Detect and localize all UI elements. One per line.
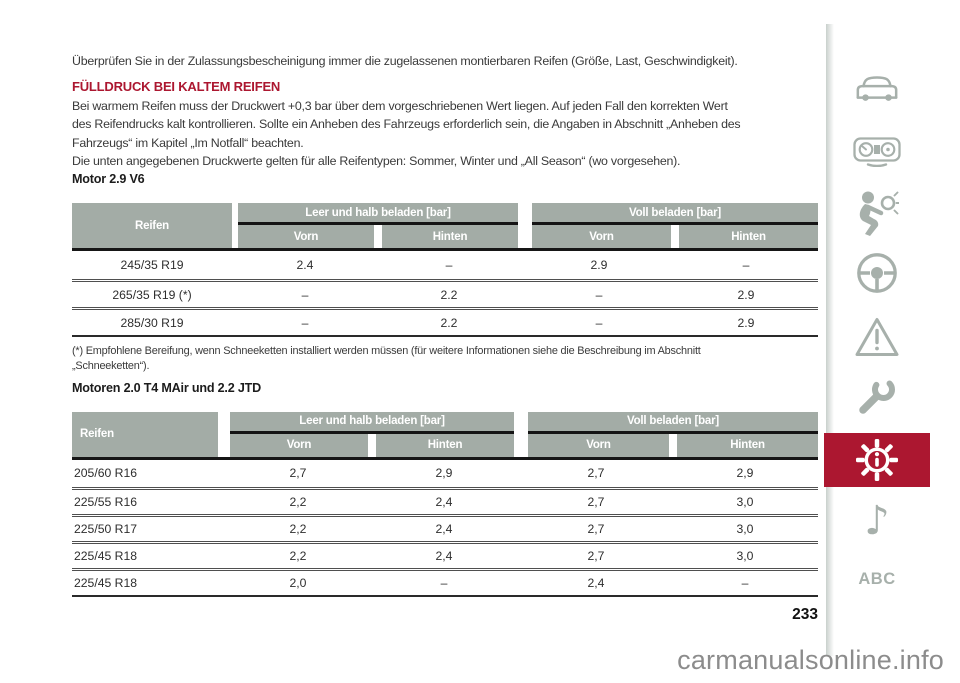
table-header — [72, 412, 818, 460]
pressure-value-cell: 2,4 — [435, 521, 453, 536]
pressure-value-cell: 2,4 — [435, 494, 453, 509]
steering-wheel-icon — [855, 251, 899, 295]
pressure-value-cell: 2.2 — [440, 315, 458, 330]
table-row — [72, 487, 818, 514]
pressure-value-cell: – — [742, 258, 750, 273]
tire-size-cell: 265/35 R19 (*) — [112, 287, 192, 302]
table-row — [72, 251, 818, 279]
abc-label: ABC — [858, 569, 896, 588]
group-header-label: Leer und halb beladen [bar] — [230, 412, 514, 434]
table-row — [72, 460, 818, 487]
pressure-value-cell: – — [301, 287, 309, 302]
subheader-vorn: Vorn — [528, 434, 669, 457]
subheader-hinten: Hinten — [382, 225, 518, 248]
pressure-value-cell: 2,9 — [435, 466, 453, 481]
intro-text: Überprüfen Sie in der Zulassungsbescheinigung immer die zugelassenen montierbaren Reifen (Größe, Last, Geschwindigkeit). — [72, 54, 738, 68]
sidebar-item-multimedia[interactable] — [824, 494, 930, 548]
pressure-value-cell: 2,2 — [289, 521, 307, 536]
header-gap — [514, 412, 528, 457]
header-group-half-load — [230, 412, 514, 457]
column-header-reifen: Reifen — [72, 203, 232, 248]
tire-size-cell: 245/35 R19 — [120, 258, 184, 273]
engine1-heading: Motor 2.9 V6 — [72, 172, 145, 187]
car-icon — [854, 73, 900, 103]
header-gap — [669, 434, 677, 457]
pressure-value-cell: 2.2 — [440, 287, 458, 302]
wrench-icon — [855, 374, 899, 418]
sidebar-item-emergency[interactable] — [824, 310, 930, 364]
sidebar-item-driving[interactable] — [824, 246, 930, 300]
pressure-value-cell: 2.9 — [737, 287, 755, 302]
table-body — [72, 460, 818, 597]
engine2-heading: Motoren 2.0 T4 MAir und 2.2 JTD — [72, 380, 262, 395]
tire-size-cell: 205/60 R16 — [74, 466, 138, 481]
dashboard-icon — [853, 137, 901, 167]
tire-size-cell: 285/30 R19 — [120, 315, 184, 330]
paragraph-line: Bei warmem Reifen muss der Druckwert +0,3 bar über dem vorgeschriebenen Wert liegen. Auf jeden Fall den korrekten Wert — [72, 99, 728, 114]
pressure-value-cell: 2,7 — [587, 521, 605, 536]
pressure-table-v6 — [72, 203, 818, 337]
group-header-label: Voll beladen [bar] — [528, 412, 818, 434]
pressure-value-cell: 2,7 — [587, 494, 605, 509]
pressure-value-cell: 2.9 — [737, 315, 755, 330]
pressure-value-cell: 2.9 — [590, 258, 608, 273]
tire-size-cell: 225/50 R17 — [74, 521, 138, 536]
subheader-vorn: Vorn — [532, 225, 671, 248]
group-header-label: Voll beladen [bar] — [532, 203, 818, 225]
sidebar-item-dashboard[interactable] — [824, 125, 930, 179]
tire-size-cell: 225/55 R16 — [74, 494, 138, 509]
table-row — [72, 541, 818, 568]
pressure-value-cell: – — [595, 287, 603, 302]
table-row — [72, 279, 818, 307]
pressure-value-cell: 2,4 — [587, 575, 605, 590]
pressure-value-cell: 2,7 — [587, 548, 605, 563]
subheader-hinten: Hinten — [376, 434, 514, 457]
table-footnote — [72, 344, 818, 374]
pressure-value-cell: 2,7 — [289, 466, 307, 481]
header-gap — [368, 434, 376, 457]
table-body — [72, 251, 818, 337]
footnote-line: „Schneeketten“). — [72, 359, 150, 372]
warm-tire-paragraph — [72, 97, 818, 152]
gear-info-icon — [855, 438, 899, 482]
pressure-value-cell: 2,2 — [289, 548, 307, 563]
header-gap — [374, 225, 382, 248]
tire-size-cell: 225/45 R18 — [74, 548, 138, 563]
table-row — [72, 514, 818, 541]
pressure-value-cell: 2,7 — [587, 466, 605, 481]
sidebar-item-technical-data[interactable] — [824, 433, 930, 487]
column-header-reifen: Reifen — [72, 412, 218, 457]
subheader-hinten: Hinten — [679, 225, 818, 248]
pressure-value-cell: 2,2 — [289, 494, 307, 509]
paragraph-line: Fahrzeugs“ im Kapitel „Im Notfall“ beachten. — [72, 135, 304, 150]
header-gap — [518, 203, 532, 248]
pressure-table-t4-jtd — [72, 412, 818, 597]
pressure-value-cell: 2,4 — [435, 548, 453, 563]
header-gap — [218, 412, 230, 457]
tire-types-note: Die unten angegebenen Druckwerte gelten für alle Reifentypen: Sommer, Winter und „All Season“ (wo vorgesehen). — [72, 153, 681, 168]
pressure-value-cell: 2,0 — [289, 575, 307, 590]
watermark: carmanualsonline.info — [677, 645, 944, 675]
table-row — [72, 307, 818, 335]
footnote-line: (*) Empfohlene Bereifung, wenn Schneeketten installiert werden müssen (für weitere Informationen siehe die Beschreibung im Abschnitt — [72, 345, 701, 358]
header-gap — [671, 225, 679, 248]
music-note-icon: ♪ — [864, 498, 890, 544]
pressure-value-cell: – — [595, 315, 603, 330]
pressure-value-cell: – — [440, 575, 448, 590]
pressure-value-cell: 2.4 — [296, 258, 314, 273]
pressure-value-cell: 3,0 — [736, 548, 754, 563]
sidebar-item-index[interactable] — [824, 552, 930, 606]
subheader-vorn: Vorn — [238, 225, 374, 248]
table-row — [72, 568, 818, 595]
pressure-value-cell: 3,0 — [736, 494, 754, 509]
sidebar-item-vehicle[interactable] — [824, 61, 930, 115]
pressure-value-cell: – — [301, 315, 309, 330]
warning-triangle-icon — [854, 316, 900, 358]
airbag-icon — [855, 190, 899, 236]
group-header-label: Leer und halb beladen [bar] — [238, 203, 518, 225]
subheader-hinten: Hinten — [677, 434, 818, 457]
page-number: 233 — [792, 605, 818, 623]
pressure-value-cell: – — [741, 575, 749, 590]
pressure-value-cell: 3,0 — [736, 521, 754, 536]
pressure-value-cell: 2,9 — [736, 466, 754, 481]
pressure-value-cell: – — [445, 258, 453, 273]
paragraph-line: des Reifendrucks kalt kontrollieren. Sollte ein Anheben des Fahrzeugs erforderlich sein, die Angaben in Abschnitt „Anheben des — [72, 117, 741, 132]
page-content — [72, 52, 818, 624]
tire-size-cell: 225/45 R18 — [74, 575, 138, 590]
header-group-half-load — [238, 203, 518, 248]
subheader-vorn: Vorn — [230, 434, 368, 457]
header-group-full-load — [532, 203, 818, 248]
table-header — [72, 203, 818, 251]
section-heading-fuelldruck: FÜLLDRUCK BEI KALTEM REIFEN — [72, 79, 281, 95]
sidebar-item-maintenance[interactable] — [824, 369, 930, 423]
sidebar-item-safety[interactable] — [824, 186, 930, 240]
header-group-full-load — [528, 412, 818, 457]
